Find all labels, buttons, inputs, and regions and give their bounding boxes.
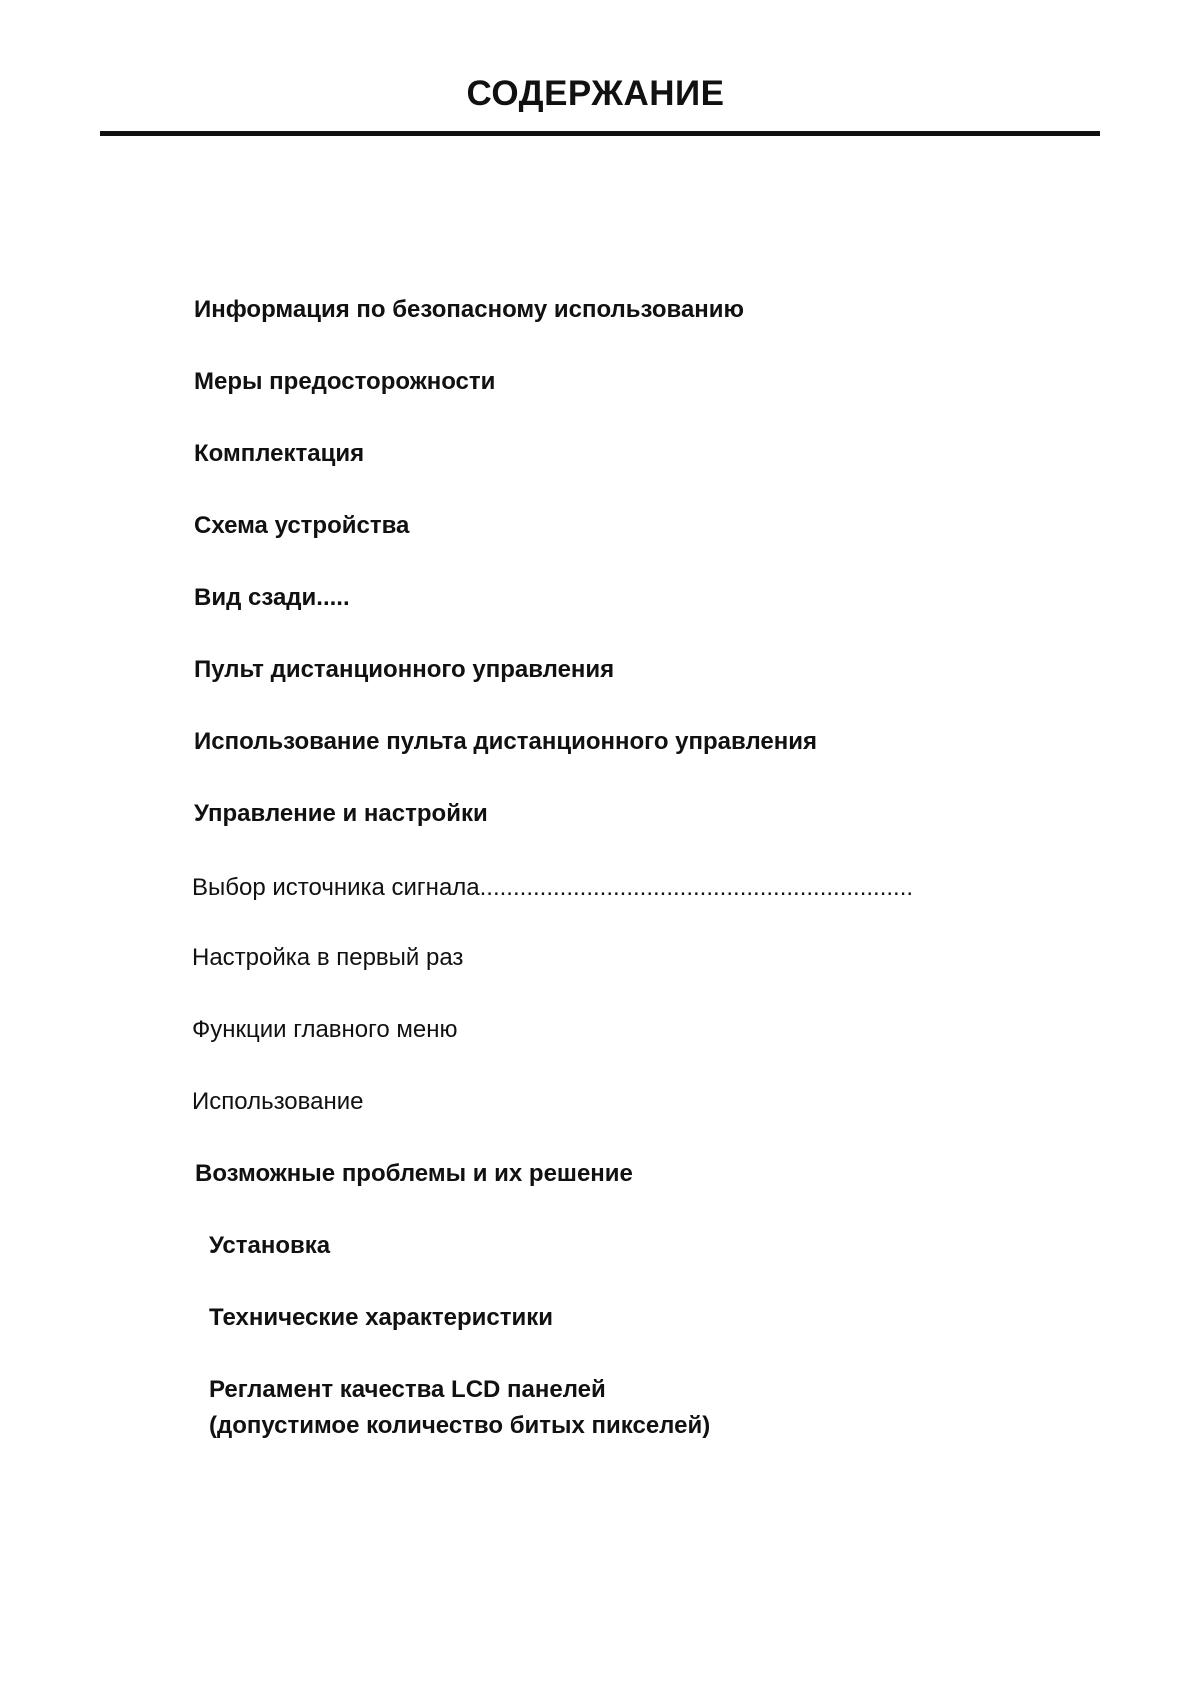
toc-item-continuation[interactable]: (допустимое количество битых пикселей) [209, 1412, 711, 1439]
toc-item[interactable]: Установка [209, 1232, 331, 1259]
toc-item[interactable]: Схема устройства [194, 512, 410, 539]
toc-subitem[interactable]: Выбор источника сигнала................................................................. [192, 874, 914, 901]
toc-subitem[interactable]: Настройка в первый раз [192, 944, 464, 971]
toc-item[interactable]: Меры предосторожности [194, 368, 496, 395]
toc-subitem[interactable]: Функции главного меню [192, 1016, 458, 1043]
title-divider [100, 131, 1100, 136]
page-title: СОДЕРЖАНИЕ [466, 74, 725, 113]
toc-subitem[interactable]: Использование [192, 1088, 364, 1115]
toc-item[interactable]: Комплектация [194, 440, 365, 467]
toc-item[interactable]: Информация по безопасному использованию [194, 296, 745, 323]
toc-item[interactable]: Вид сзади..... [194, 584, 350, 611]
toc-item[interactable]: Регламент качества LCD панелей [209, 1376, 606, 1403]
toc-item[interactable]: Управление и настройки [194, 800, 488, 827]
toc-item[interactable]: Возможные проблемы и их решение [195, 1160, 633, 1187]
toc-item[interactable]: Использование пульта дистанционного управления [194, 728, 817, 755]
toc-item[interactable]: Пульт дистанционного управления [194, 656, 615, 683]
toc-item[interactable]: Технические характеристики [209, 1304, 554, 1331]
